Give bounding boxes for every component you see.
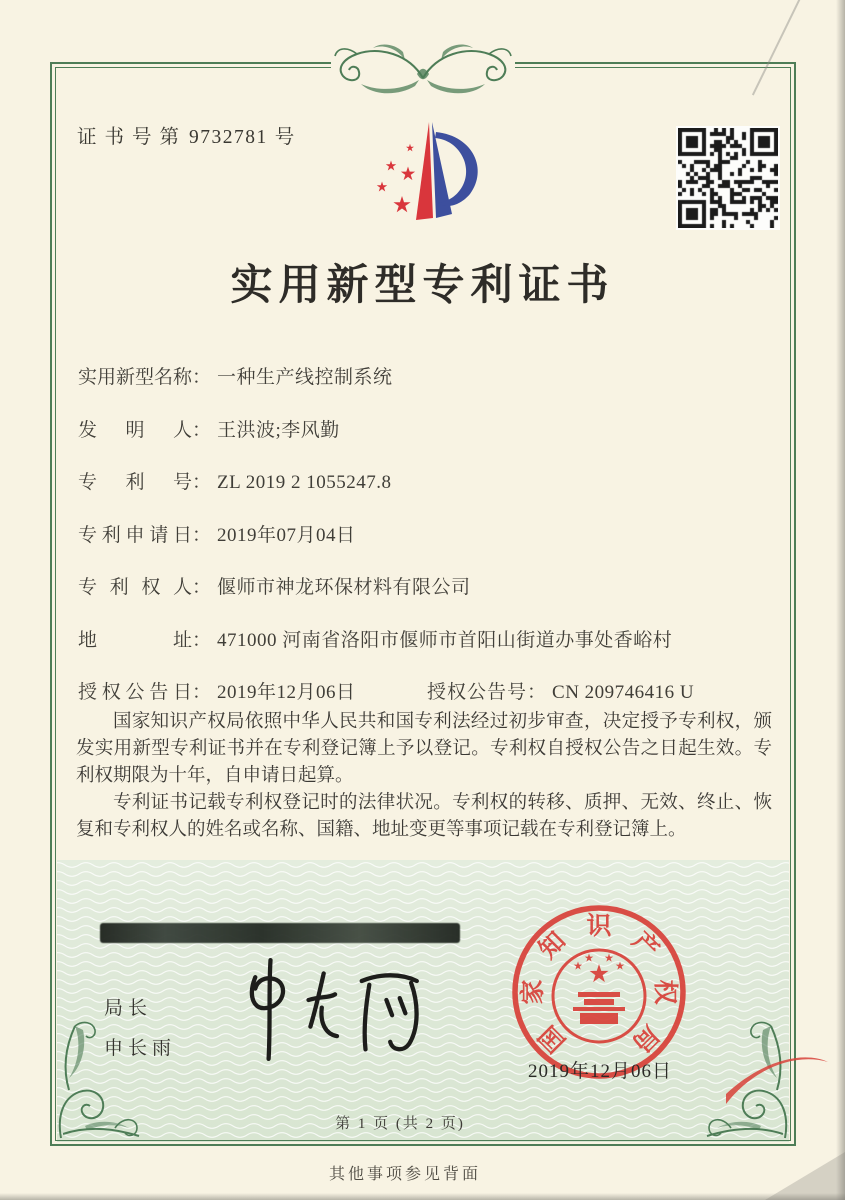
certificate-number: [77, 121, 294, 149]
field-row-grant: [78, 677, 695, 704]
field-label: 地址: [78, 630, 192, 651]
field-value: 偃师市神龙环保材料有限公司: [217, 577, 471, 598]
page-number: 第 1 页 (共 2 页): [335, 1116, 465, 1132]
scan-edge-shadow-bottom: [0, 1193, 845, 1200]
legal-paragraphs: [76, 709, 772, 844]
field-label: 发明人: [78, 420, 192, 441]
colon: ：: [192, 577, 212, 598]
field-value: 2019年12月06日: [217, 682, 356, 703]
seal-ring-char: 国: [534, 1019, 572, 1057]
field-row-address: [78, 625, 672, 652]
colon: ：: [192, 420, 212, 441]
seal-ring-char: 识: [586, 913, 612, 940]
field-row-patentee: [78, 572, 471, 599]
paragraph-grant-statement: 国家知识产权局依照中华人民共和国专利法经过初步审查，决定授予专利权，颁发实用新型专利证书并在专利登记簿上予以登记。专利权自授权公告之日起生效。专利权期限为十年，自申请日起算。: [76, 712, 772, 786]
field-row-filing-date: [78, 520, 356, 547]
cnipa-logo-icon: [354, 118, 514, 228]
colon: ：: [527, 682, 547, 703]
qr-code-canvas: [678, 128, 778, 228]
field-value: ZL 2019 2 1055247.8: [217, 472, 392, 493]
field-label: 授权公告号: [427, 682, 528, 703]
director-name: 申长雨: [104, 1038, 177, 1059]
colon: ：: [192, 367, 212, 388]
security-ink-bar: [100, 923, 460, 943]
back-side-note: 其他事项参见背面: [328, 1166, 481, 1183]
top-border-flourish: [331, 26, 515, 100]
scan-edge-shadow-right: [836, 0, 845, 1200]
field-row-inventor: [78, 415, 340, 442]
colon: ：: [192, 472, 212, 493]
field-row-name: [78, 362, 393, 389]
seal-ring-char: 局: [626, 1019, 664, 1057]
field-label: 实用新型名称: [78, 367, 193, 388]
certificate-number-value: 9732781: [189, 127, 268, 148]
seal-ring-char: 知: [534, 927, 572, 965]
seal-date: 2019年12月06日: [527, 1061, 672, 1082]
certificate-number-suffix: 号: [274, 127, 295, 148]
certificate-number-prefix: 证书号第: [77, 127, 188, 148]
red-stamp-swoosh: [722, 1044, 834, 1110]
field-label: 专利权人: [78, 577, 192, 598]
field-value: CN 209746416 U: [552, 682, 695, 703]
colon: ：: [192, 525, 212, 546]
field-label: 专利号: [78, 472, 192, 493]
director-block: [104, 993, 176, 1060]
certificate-title: 实用新型专利证书: [230, 263, 615, 309]
colon: ：: [192, 682, 212, 703]
field-row-patent-number: [78, 467, 392, 494]
field-value: 一种生产线控制系统: [217, 367, 393, 388]
field-value: 471000 河南省洛阳市偃师市首阳山街道办事处香峪村: [217, 630, 673, 651]
director-signature: [242, 952, 432, 1067]
seal-ring-char: 权: [651, 979, 678, 1005]
colon: ：: [192, 630, 212, 651]
seal-ring-char: 家: [520, 979, 547, 1005]
paragraph-register-statement: 专利证书记载专利权登记时的法律状况。专利权的转移、质押、无效、终止、恢复和专利权人的姓名或名称、国籍、地址变更等事项记载在专利登记簿上。: [76, 793, 772, 840]
field-label: 授权公告日: [78, 682, 192, 703]
field-label: 专利申请日: [78, 525, 192, 546]
director-title: 局长: [104, 998, 153, 1019]
field-value: 王洪波;李风勤: [217, 420, 340, 441]
seal-ring-char: 产: [626, 927, 664, 965]
field-value: 2019年07月04日: [217, 525, 356, 546]
qr-code: [676, 126, 780, 230]
grant-number-group: [427, 677, 694, 704]
